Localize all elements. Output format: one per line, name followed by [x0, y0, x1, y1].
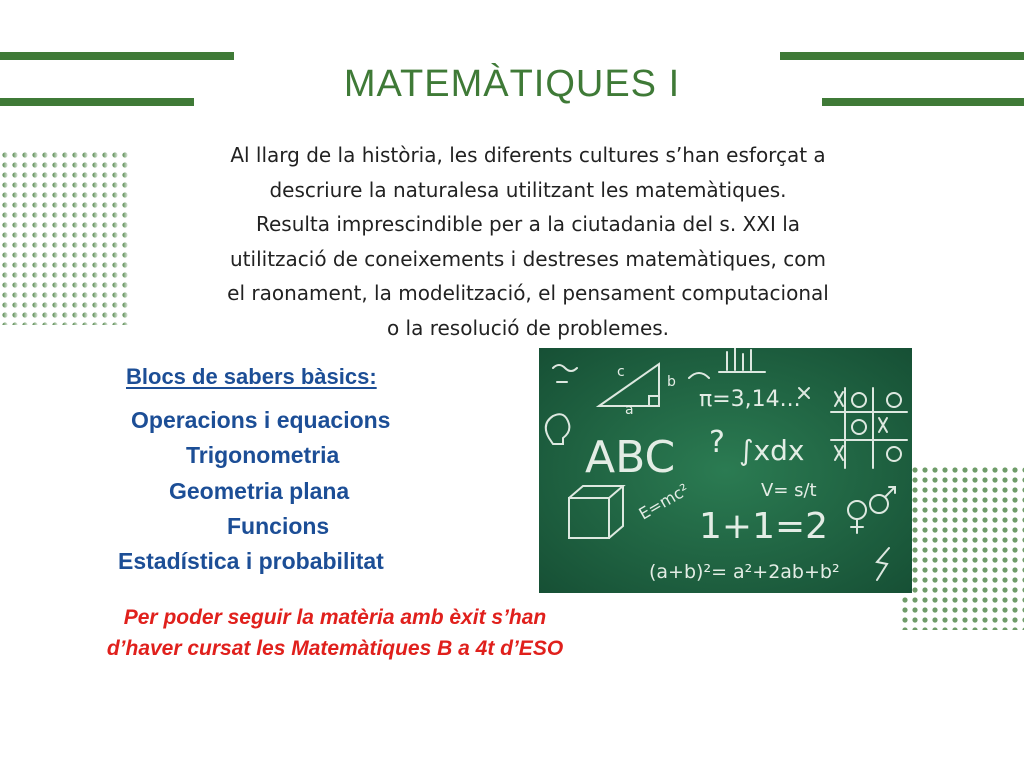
page-title: MATEMÀTIQUES I: [343, 63, 681, 105]
chalk-label-b: b: [667, 374, 676, 390]
intro-line: Al llarg de la història, les diferents cultures s’han esforçat a: [230, 143, 826, 167]
dot-pattern-right: [900, 465, 1024, 630]
bloc-item-geometria: Geometria plana: [169, 478, 350, 504]
top-right-bar-upper: [780, 52, 1024, 60]
dot-pattern-left: [0, 150, 130, 325]
chalk-integral: ∫xdx: [739, 434, 805, 467]
bloc-item-operacions: Operacions i equacions: [131, 407, 391, 433]
intro-line: Resulta imprescindible per a la ciutadania del s. XXI la: [255, 212, 801, 236]
intro-paragraph: [148, 138, 908, 345]
chalk-label-a: a: [625, 402, 634, 418]
top-left-bar-upper: [0, 52, 234, 60]
chalk-pi: π=3,14...: [699, 387, 801, 412]
intro-line: descriure la naturalesa utilitzant les matemàtiques.: [269, 177, 787, 202]
note-line: d’haver cursat les Matemàtiques B a 4t d’ESO: [106, 637, 564, 660]
bloc-item-funcions: Funcions: [227, 513, 330, 539]
note-line: Per poder seguir la matèria amb èxit s’han: [123, 606, 547, 629]
chalk-label-c: c: [617, 364, 625, 380]
prerequisite-note: [0, 602, 670, 664]
chalk-abc: ABC: [585, 432, 676, 483]
intro-line: el raonament, la modelització, el pensament computacional: [227, 281, 829, 305]
blocs-heading: Blocs de sabers bàsics:: [126, 364, 377, 389]
chalk-sum: 1+1=2: [699, 506, 829, 547]
chalk-velocity: V= s/t: [761, 480, 817, 501]
intro-line: utilització de coneixements i destreses matemàtiques, com: [230, 246, 826, 271]
chalk-binomial: (a+b)²= a²+2ab+b²: [649, 561, 840, 583]
chalk-emc2: E=mc²: [635, 479, 693, 524]
chalk-question-mark: ?: [709, 425, 725, 460]
intro-line: o la resolució de problemes.: [386, 315, 670, 340]
bloc-item-estadistica: Estadística i probabilitat: [118, 548, 384, 574]
bloc-item-trigonometria: Trigonometria: [186, 442, 340, 468]
chalkboard-image: [539, 348, 912, 593]
